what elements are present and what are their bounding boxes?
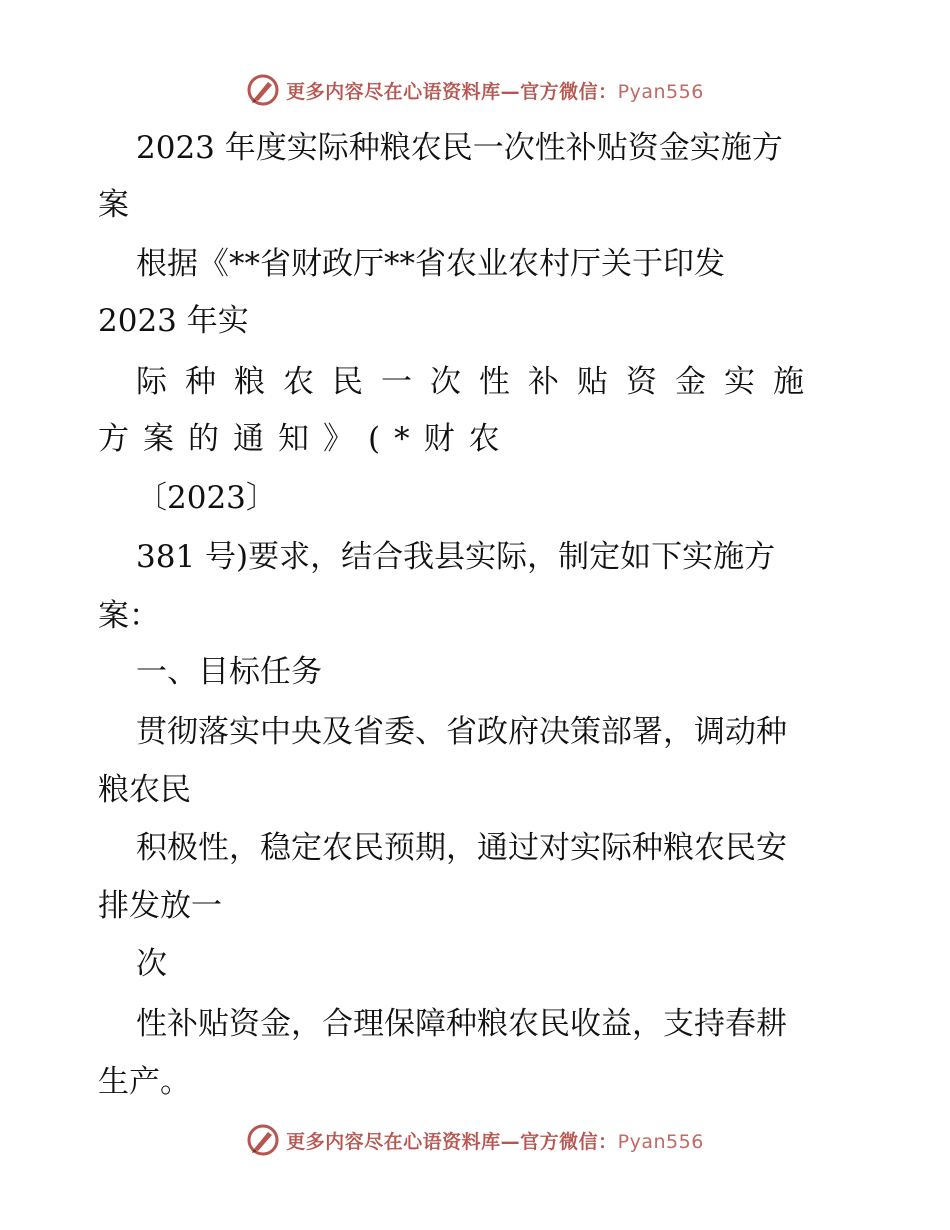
- pen-logo-icon: [246, 1123, 280, 1157]
- pen-logo-icon: [246, 73, 280, 107]
- paragraph-line: 性补贴资金，合理保障种粮农民收益，支持春耕: [136, 1006, 787, 1042]
- paragraph-line: 方案的通知》(*财农: [98, 421, 514, 457]
- section-heading: 一、目标任务: [136, 654, 322, 690]
- banner-text: 更多内容尽在心语资料库—官方微信：Pyan556: [286, 1130, 704, 1153]
- banner-wechat: Pyan556: [617, 80, 704, 103]
- paragraph-line: 381 号)要求，结合我县实际，制定如下实施方: [136, 539, 776, 575]
- paragraph-line: 积极性，稳定农民预期，通过对实际种粮农民安: [136, 830, 787, 866]
- paragraph-line: 贯彻落实中央及省委、省政府决策部署，调动种: [136, 714, 787, 750]
- paragraph-line: 〔2023〕: [136, 480, 277, 516]
- paragraph-line: 生产。: [98, 1064, 191, 1100]
- footer-banner: [0, 1120, 950, 1160]
- banner-text: 更多内容尽在心语资料库—官方微信：Pyan556: [286, 80, 704, 103]
- header-banner: [0, 70, 950, 110]
- paragraph-line: 根据《**省财政厅**省农业农村厅关于印发: [136, 246, 725, 282]
- paragraph-line: 2023 年实: [98, 303, 249, 339]
- paragraph-line: 排发放一: [98, 888, 222, 924]
- paragraph-line: 际种粮农民一次性补贴资金实施: [136, 364, 822, 400]
- paragraph-line: 案：: [98, 598, 160, 634]
- paragraph-line: 粮农民: [98, 772, 191, 808]
- doc-title-line-1: 2023 年度实际种粮农民一次性补贴资金实施方: [136, 130, 783, 166]
- paragraph-line: 次: [136, 946, 167, 982]
- banner-wechat: Pyan556: [617, 1130, 704, 1153]
- doc-title-line-2: 案: [98, 187, 129, 223]
